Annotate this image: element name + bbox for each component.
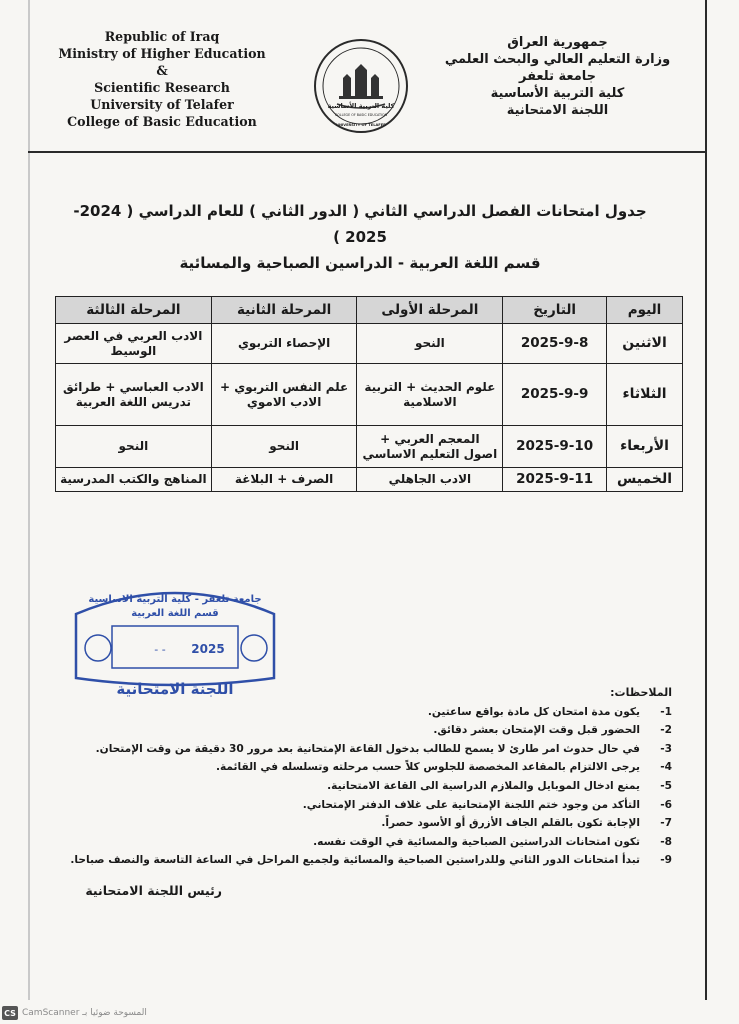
cell-day: الثلاثاء [607, 364, 683, 426]
stamp-line-2: قسم اللغة العربية [131, 608, 219, 619]
note-number: -7 [660, 817, 672, 830]
table-row [56, 468, 683, 492]
note-text: يكون مدة امتحان كل مادة بواقع ساعتين. [427, 705, 640, 718]
seal-text-university: UNIVERSITY OF TELAFER [336, 123, 386, 127]
note-number: -6 [660, 798, 672, 811]
camscanner-icon: CS [2, 1006, 18, 1020]
stamp-line-1: جامعة تلعفر - كلية التربية الاساسية [88, 594, 262, 605]
cell-stage-2: الصرف + البلاغة [211, 468, 357, 492]
cell-date: 2025-9-8 [503, 324, 607, 364]
header-en-line: Republic of Iraq [104, 29, 220, 44]
cell-date: 2025-9-11 [503, 468, 607, 492]
header-ar-line: اللجنة الامتحانية [506, 103, 609, 118]
note-number: -9 [660, 854, 672, 867]
cell-day: الاثنين [607, 324, 683, 364]
cell-day: الخميس [607, 468, 683, 492]
cell-stage-1: الادب الجاهلي [357, 468, 503, 492]
note-number: -1 [660, 705, 672, 718]
header-ar-line: وزارة التعليم العالي والبحث العلمي [444, 52, 671, 67]
english-header [52, 28, 272, 130]
stamp-year: 2025 [191, 642, 225, 656]
exam-schedule-table [55, 296, 683, 492]
list-item [150, 796, 672, 815]
notes-heading: الملاحظات: [610, 686, 672, 699]
cell-stage-1: علوم الحديث + التربية الاسلامية [357, 364, 503, 426]
arabic-header [440, 34, 675, 119]
table-row [56, 324, 683, 364]
note-number: -3 [660, 742, 672, 755]
list-item [150, 814, 672, 833]
list-item [150, 758, 672, 777]
header-divider [28, 151, 707, 153]
note-number: -5 [660, 779, 672, 792]
header-day: اليوم [607, 297, 683, 324]
header-en-line: College of Basic Education [67, 114, 257, 129]
note-text: يرجى الالتزام بالمقاعد المخصصة للجلوس كلاً حسب مرحلته وتسلسله في القائمة. [215, 761, 640, 774]
header-ar-line: جمهورية العراق [507, 35, 608, 50]
note-number: -4 [660, 761, 672, 774]
cell-date: 2025-9-9 [503, 364, 607, 426]
header-en-line: Ministry of Higher Education & [58, 46, 266, 78]
cell-stage-3: الادب العباسي + طرائق تدريس اللغة العربية [56, 364, 212, 426]
cell-stage-1: المعجم العربي + اصول التعليم الاساسي [357, 426, 503, 468]
list-item [95, 740, 672, 759]
list-item [150, 777, 672, 796]
scanner-text: CamScanner المسوحة ضوئيا بـ [22, 1008, 147, 1018]
cell-stage-2: الإحصاء التربوي [211, 324, 357, 364]
seal-text-english: COLLEGE OF BASIC EDUCATION [334, 113, 388, 117]
header-ar-line: جامعة تلعفر [518, 69, 597, 84]
list-item [150, 833, 672, 852]
header-date: التاريخ [503, 297, 607, 324]
cell-stage-2: النحو [211, 426, 357, 468]
page-right-edge [705, 0, 707, 1000]
cell-stage-1: النحو [357, 324, 503, 364]
list-item [70, 851, 672, 870]
cell-stage-3: المناهج والكتب المدرسية [56, 468, 212, 492]
page-left-edge [28, 0, 30, 1000]
table-header-row [56, 297, 683, 324]
header-stage-3: المرحلة الثالثة [56, 297, 212, 324]
scanner-watermark [2, 1004, 147, 1022]
table-row [56, 426, 683, 468]
list-item [150, 703, 672, 722]
header-en-line: University of Telafer [90, 97, 234, 112]
title-line-1: جدول امتحانات الفصل الدراسي الثاني ( الدور الثاني ) للعام الدراسي ( 2024- 2025 ) [73, 202, 647, 246]
cell-stage-3: الادب العربي في العصر الوسيط [56, 324, 212, 364]
note-text: تبدأ امتحانات الدور الثاني وللدراستين الصباحية والمسائية ولجميع المراحل في الساعة التاسعة والنصف صباحا. [70, 854, 640, 867]
cell-stage-2: علم النفس التربوي + الادب الاموي [211, 364, 357, 426]
header-en-line: Scientific Research [94, 80, 230, 95]
table-row [56, 364, 683, 426]
header-stage-2: المرحلة الثانية [211, 297, 357, 324]
note-text: يمنع ادخال الموبايل والملازم الدراسية الى القاعة الامتحانية. [327, 779, 640, 792]
note-number: -8 [660, 835, 672, 848]
title-line-2: قسم اللغة العربية - الدراسين الصباحية والمسائية [179, 254, 541, 272]
note-text: في حال حدوث امر طارئ لا يسمح للطالب بدخول القاعة الإمتحانية بعد مرور 30 دقيقة من وقت الإمتحان. [95, 742, 640, 755]
cell-stage-3: النحو [56, 426, 212, 468]
committee-head-signature: رئيس اللجنة الامتحانية [85, 883, 222, 898]
stamp-right-emblem-icon [241, 635, 267, 661]
stamp-blank: - - [154, 643, 166, 656]
stamp-footer: اللجنة الامتحانية [116, 680, 234, 698]
list-item [150, 721, 672, 740]
note-text: الإجابة تكون بالقلم الجاف الأزرق أو الأسود حصراً. [381, 817, 640, 830]
stamp-left-emblem-icon [85, 635, 111, 661]
seal-text-arabic: كلية التربية الأساسية [327, 102, 395, 110]
document-title [70, 198, 650, 276]
note-text: الحضور قبل وقت الإمتحان بعشر دقائق. [433, 724, 640, 737]
header-ar-line: كلية التربية الأساسية [490, 86, 625, 101]
header-stage-1: المرحلة الأولى [357, 297, 503, 324]
note-text: التأكد من وجود ختم اللجنة الإمتحانية على غلاف الدفتر الإمتحاني. [302, 798, 640, 811]
college-seal-logo [313, 38, 409, 134]
cell-date: 2025-9-10 [503, 426, 607, 468]
note-number: -2 [660, 724, 672, 737]
cell-day: الأربعاء [607, 426, 683, 468]
note-text: تكون امتحانات الدراستين الصباحية والمسائية في الوقت نفسه. [313, 835, 640, 848]
notes-section [70, 684, 672, 870]
